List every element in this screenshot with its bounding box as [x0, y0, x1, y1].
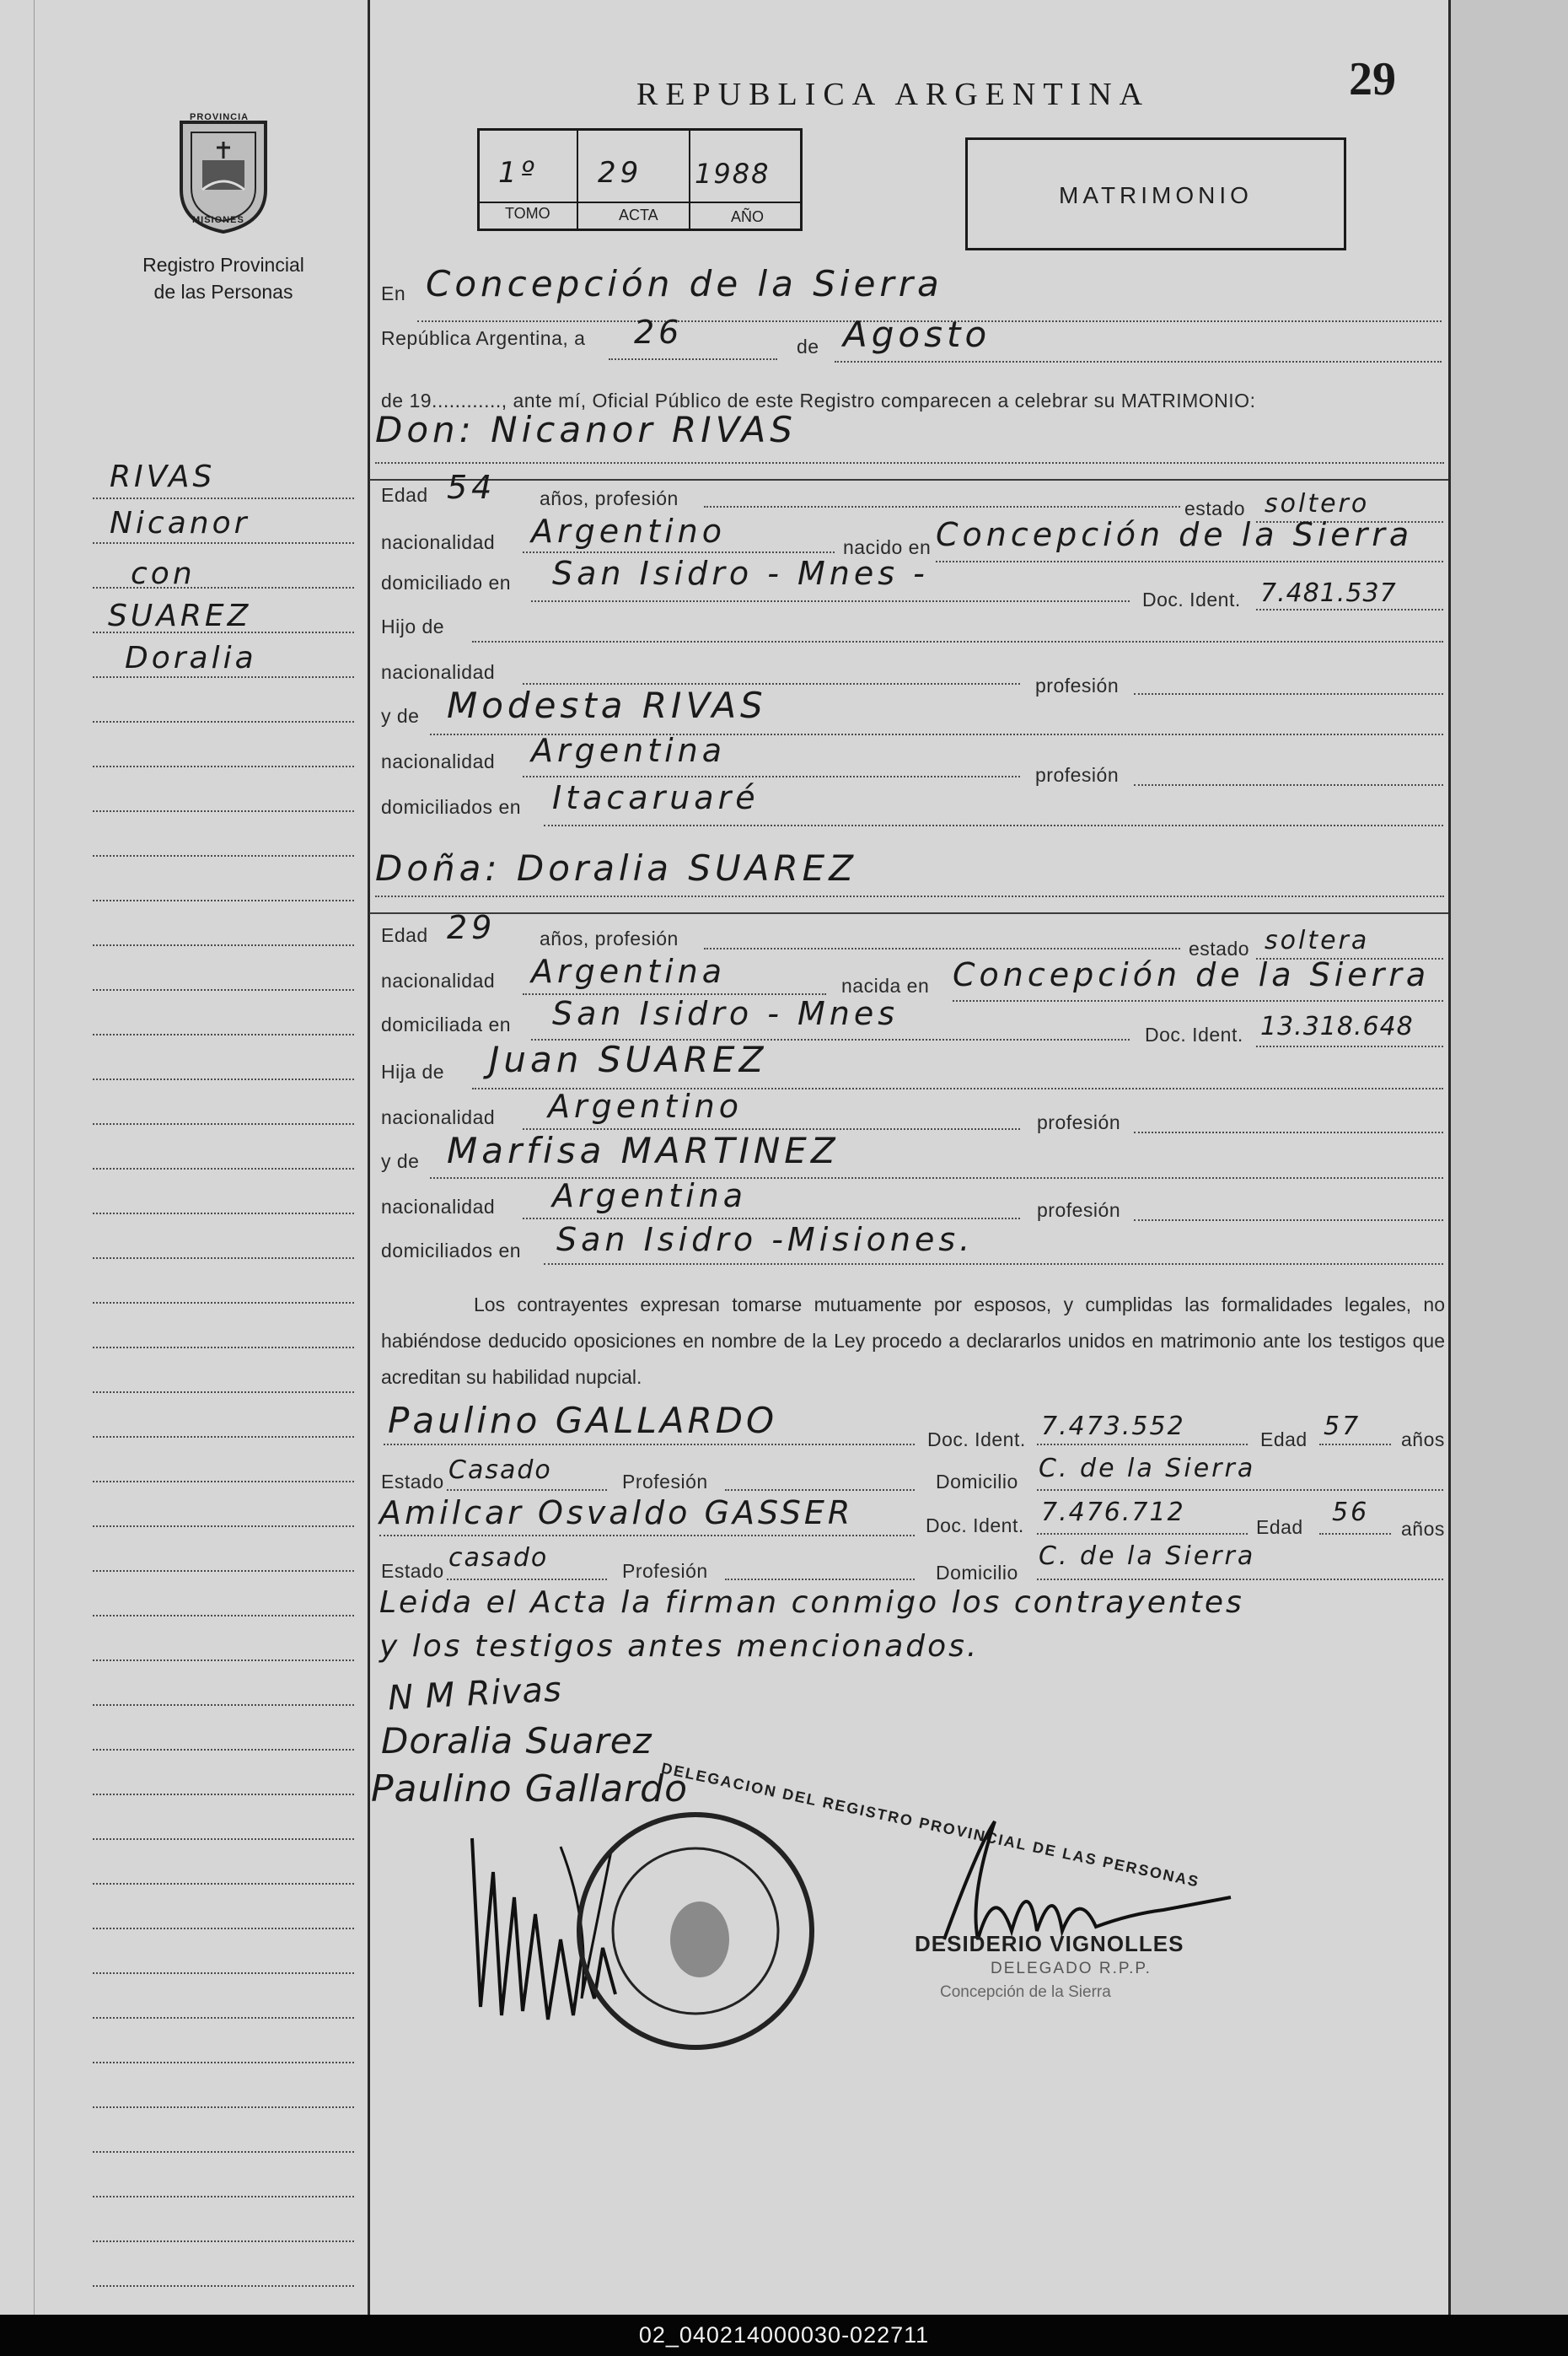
- groom-nacido-value: Concepción de la Sierra: [936, 516, 1414, 553]
- groom-parents-dom-label: domiciliados en: [381, 796, 522, 818]
- anio-label: AÑO: [731, 208, 765, 225]
- groom-hijo-label: Hijo de: [381, 616, 445, 637]
- tomo-value: 1º: [498, 156, 539, 190]
- en-label: En: [381, 282, 406, 304]
- closing-line-1: Leida el Acta la firman conmigo los contrayentes: [379, 1585, 1244, 1620]
- rule: [544, 1263, 1443, 1265]
- groom-yde-label: y de: [381, 705, 420, 727]
- groom-heading: Don: Nicanor RIVAS: [375, 409, 797, 450]
- officer-place: Concepción de la Sierra: [940, 1983, 1111, 2001]
- bride-yde-label: y de: [381, 1150, 420, 1172]
- rule: [609, 358, 777, 360]
- bride-signature: Doralia Suarez: [381, 1720, 652, 1762]
- groom-edad-value: 54: [447, 469, 497, 506]
- bride-estado-value: soltera: [1265, 926, 1370, 955]
- margin-rule: [93, 2196, 354, 2197]
- rule: [1319, 1444, 1391, 1445]
- margin-rule: [93, 2062, 354, 2063]
- witness-2-estado-label: Estado: [381, 1560, 444, 1582]
- margin-rule: [93, 1794, 354, 1795]
- groom-dom-label: domiciliado en: [381, 572, 512, 594]
- witness-2-domicilio-label: Domicilio: [936, 1562, 1018, 1584]
- margin-rule: [93, 855, 354, 857]
- rule: [1134, 1132, 1443, 1133]
- rule: [523, 1218, 1020, 1219]
- margin-rule: [93, 2106, 354, 2108]
- margin-line: [368, 0, 370, 2315]
- rule: [1134, 784, 1443, 786]
- rule: [1319, 1533, 1391, 1535]
- witness-1-domicilio-label: Domicilio: [936, 1471, 1018, 1493]
- witness-1-estado-label: Estado: [381, 1471, 444, 1493]
- groom-dom-value: San Isidro - Mnes -: [552, 555, 929, 592]
- witness-1-domicilio-value: C. de la Sierra: [1039, 1454, 1256, 1483]
- rule: [523, 551, 835, 553]
- groom-father-nac-label: nacionalidad: [381, 661, 496, 683]
- bride-nac-value: Argentina: [531, 953, 727, 990]
- margin-rule: [93, 2017, 354, 2019]
- rule: [1256, 609, 1443, 611]
- witness-2-domicilio-value: C. de la Sierra: [1039, 1541, 1256, 1571]
- bride-nac-label: nacionalidad: [381, 970, 496, 992]
- page-edge: [1451, 0, 1568, 2315]
- section-rule: [369, 912, 1448, 914]
- seal-bottom-text: MISIONES: [192, 215, 244, 225]
- margin-rule: [93, 1436, 354, 1438]
- bride-father-prof-label: profesión: [1037, 1111, 1121, 1133]
- margin-rule: [93, 1615, 354, 1616]
- stamp-ring-text: DELEGACION DEL REGISTRO PROVINCIAL DE LAS PERSONAS: [659, 1759, 1201, 1891]
- witness-1-anios-label: años: [1401, 1428, 1445, 1450]
- bride-heading: Doña: Doralia SUAREZ: [375, 847, 857, 889]
- page-title: REPUBLICA ARGENTINA: [636, 77, 1151, 112]
- rule: [704, 948, 1180, 949]
- page-number: 29: [1349, 53, 1396, 105]
- record-baseline: [480, 202, 800, 203]
- witness-1-profesion-label: Profesión: [622, 1471, 708, 1493]
- margin-rule: [93, 1972, 354, 1974]
- bride-edad-label: Edad: [381, 924, 428, 946]
- rule: [953, 1000, 1443, 1002]
- closing-line-2: y los testigos antes mencionados.: [379, 1629, 980, 1664]
- witness-2-doc-label: Doc. Ident.: [926, 1514, 1024, 1536]
- margin-rule: [93, 1391, 354, 1393]
- margin-rule: [93, 989, 354, 991]
- rule: [544, 825, 1443, 826]
- place-value: Concepción de la Sierra: [426, 263, 943, 304]
- groom-estado-value: soltero: [1265, 489, 1370, 519]
- bride-father-nac-label: nacionalidad: [381, 1106, 496, 1128]
- margin-note-line: SUAREZ: [108, 599, 252, 633]
- margin-note-line: con: [131, 557, 196, 591]
- rule: [1134, 693, 1443, 695]
- groom-mother-nac-label: nacionalidad: [381, 750, 496, 772]
- margin-note-line: Doralia: [125, 641, 257, 675]
- officer-name: DESIDERIO VIGNOLLES: [915, 1931, 1184, 1956]
- anio-value: 1988: [695, 158, 771, 190]
- margin-note-line: RIVAS: [110, 460, 216, 494]
- day-value: 26: [634, 314, 684, 351]
- margin-rule: [93, 766, 354, 767]
- margin-rule: [93, 810, 354, 812]
- rule: [1037, 1489, 1443, 1491]
- month-value: Agosto: [843, 314, 991, 355]
- record-box: [477, 128, 803, 231]
- rule: [725, 1489, 915, 1491]
- margin-rule: [93, 498, 354, 499]
- groom-mother-value: Modesta RIVAS: [447, 685, 767, 726]
- rule: [1134, 1219, 1443, 1221]
- record-divider: [689, 131, 690, 229]
- record-divider: [577, 131, 578, 229]
- witness-2-doc-value: 7.476.712: [1041, 1498, 1185, 1527]
- margin-rule: [93, 1302, 354, 1304]
- groom-mother-nac-value: Argentina: [531, 732, 727, 769]
- bride-dom-label: domiciliada en: [381, 1014, 512, 1035]
- registry-line-2: de las Personas: [153, 281, 293, 303]
- margin-rule: [93, 542, 354, 544]
- left-border: [34, 0, 35, 2315]
- act-type-label: MATRIMONIO: [1059, 182, 1253, 208]
- bride-dom-value: San Isidro - Mnes: [552, 995, 899, 1032]
- year-label: de 19............, ante mí, Oficial Público de este Registro comparecen a celebrar su MATRIMONIO:: [381, 390, 1256, 411]
- tomo-label: TOMO: [505, 205, 550, 222]
- margin-rule: [93, 2285, 354, 2287]
- bride-father-nac-value: Argentino: [548, 1088, 743, 1125]
- witness-2-edad-label: Edad: [1256, 1516, 1303, 1538]
- margin-rule: [93, 1928, 354, 1929]
- witness-2-name: Amilcar Osvaldo GASSER: [379, 1494, 854, 1531]
- margin-rule: [93, 1257, 354, 1259]
- rule: [1037, 1579, 1443, 1580]
- section-rule: [369, 479, 1448, 481]
- margin-rule: [93, 1704, 354, 1706]
- declaration-text: Los contrayentes expresan tomarse mutuamente por esposos, y cumplidas las formalidades legales, no habiéndose deducido oposiciones en nombre de la Ley procedo a declararlos unidos en matrimonio ante los testigos que acreditan su habilidad nupcial.: [381, 1294, 1445, 1388]
- bride-mother-value: Marfisa MARTINEZ: [447, 1130, 840, 1171]
- witness-1-name: Paulino GALLARDO: [388, 1400, 778, 1441]
- republica-label: República Argentina, a: [381, 327, 586, 349]
- bride-hija-label: Hija de: [381, 1061, 445, 1083]
- margin-rule: [93, 1034, 354, 1035]
- officer-title: DELEGADO R.P.P.: [991, 1960, 1152, 1977]
- bride-mother-prof-label: profesión: [1037, 1199, 1121, 1221]
- groom-nac-label: nacionalidad: [381, 531, 496, 553]
- margin-rule: [93, 1168, 354, 1170]
- margin-rule: [93, 1213, 354, 1214]
- bride-mother-nac-label: nacionalidad: [381, 1196, 496, 1218]
- registry-line-1: Registro Provincial: [142, 254, 304, 276]
- bride-estado-label: estado: [1189, 938, 1250, 960]
- margin-rule: [93, 1570, 354, 1572]
- groom-signature: N M Rivas: [386, 1670, 563, 1719]
- groom-mother-prof-label: profesión: [1035, 764, 1120, 786]
- margin-note-line: Nicanor: [110, 506, 250, 541]
- rule: [379, 1535, 915, 1536]
- bride-nacida-label: nacida en: [841, 975, 930, 997]
- margin-rule: [93, 900, 354, 901]
- acta-label: ACTA: [619, 207, 658, 223]
- rule: [447, 1579, 607, 1580]
- witness-signature: Paulino Gallardo: [371, 1767, 689, 1810]
- rule: [1256, 1046, 1443, 1047]
- witness-2-estado-value: casado: [448, 1543, 549, 1573]
- rule: [384, 1444, 915, 1445]
- witness-2-anios-label: años: [1401, 1518, 1445, 1540]
- bride-mother-nac-value: Argentina: [552, 1177, 748, 1214]
- groom-doc-label: Doc. Ident.: [1142, 589, 1241, 611]
- registry-name: [126, 251, 320, 305]
- bride-profesion-label: años, profesión: [540, 928, 679, 949]
- rule: [447, 1489, 607, 1491]
- margin-rule: [93, 1659, 354, 1661]
- groom-estado-label: estado: [1184, 498, 1246, 519]
- witness-1-estado-value: Casado: [448, 1455, 552, 1485]
- margin-rule: [93, 1123, 354, 1125]
- bride-doc-label: Doc. Ident.: [1145, 1024, 1243, 1046]
- margin-rule: [93, 2151, 354, 2153]
- witness-1-doc-label: Doc. Ident.: [927, 1428, 1026, 1450]
- margin-rule: [93, 2240, 354, 2242]
- bride-parents-dom-label: domiciliados en: [381, 1240, 522, 1261]
- margin-rule: [93, 1749, 354, 1751]
- groom-nacido-label: nacido en: [843, 536, 932, 558]
- bride-nacida-value: Concepción de la Sierra: [953, 956, 1431, 993]
- bride-parents-dom-value: San Isidro -Misiones.: [556, 1221, 975, 1258]
- rule: [936, 561, 1443, 562]
- witness-1-doc-value: 7.473.552: [1041, 1412, 1185, 1441]
- margin-rule: [93, 1883, 354, 1885]
- witness-1-edad-label: Edad: [1260, 1428, 1308, 1450]
- margin-rule: [93, 1481, 354, 1482]
- margin-rule: [93, 1347, 354, 1348]
- witness-2-edad-value: 56: [1332, 1498, 1370, 1527]
- seal-top-text: PROVINCIA: [190, 112, 250, 122]
- rule: [523, 776, 1020, 777]
- rule: [725, 1579, 915, 1580]
- rule: [375, 896, 1444, 897]
- margin-rule: [93, 1525, 354, 1527]
- witness-1-edad-value: 57: [1324, 1412, 1361, 1441]
- groom-edad-label: Edad: [381, 484, 428, 506]
- bride-doc-value: 13.318.648: [1260, 1012, 1414, 1041]
- rule: [835, 361, 1442, 363]
- bride-edad-value: 29: [447, 909, 497, 946]
- groom-parents-dom-value: Itacaruaré: [552, 779, 760, 816]
- registry-stamp-icon: [573, 1805, 818, 2057]
- rule: [375, 462, 1444, 464]
- rule: [1037, 1533, 1248, 1535]
- groom-father-prof-label: profesión: [1035, 675, 1120, 697]
- de-label: de: [797, 336, 819, 358]
- act-type-box: [965, 137, 1346, 250]
- groom-profesion-label: años, profesión: [540, 487, 679, 509]
- bride-father-value: Juan SUAREZ: [489, 1039, 768, 1080]
- rule: [704, 506, 1180, 508]
- rule: [1037, 1444, 1248, 1445]
- groom-nac-value: Argentino: [531, 513, 726, 550]
- witness-2-profesion-label: Profesión: [622, 1560, 708, 1582]
- margin-rule: [93, 676, 354, 678]
- acta-value: 29: [598, 156, 643, 190]
- margin-rule: [93, 944, 354, 946]
- rule: [531, 600, 1130, 602]
- groom-doc-value: 7.481.537: [1260, 578, 1397, 608]
- margin-rule: [93, 1838, 354, 1840]
- margin-rule: [93, 1078, 354, 1080]
- rule: [472, 641, 1443, 643]
- footer-id: 02_040214000030-022711: [0, 2315, 1568, 2356]
- margin-rule: [93, 721, 354, 723]
